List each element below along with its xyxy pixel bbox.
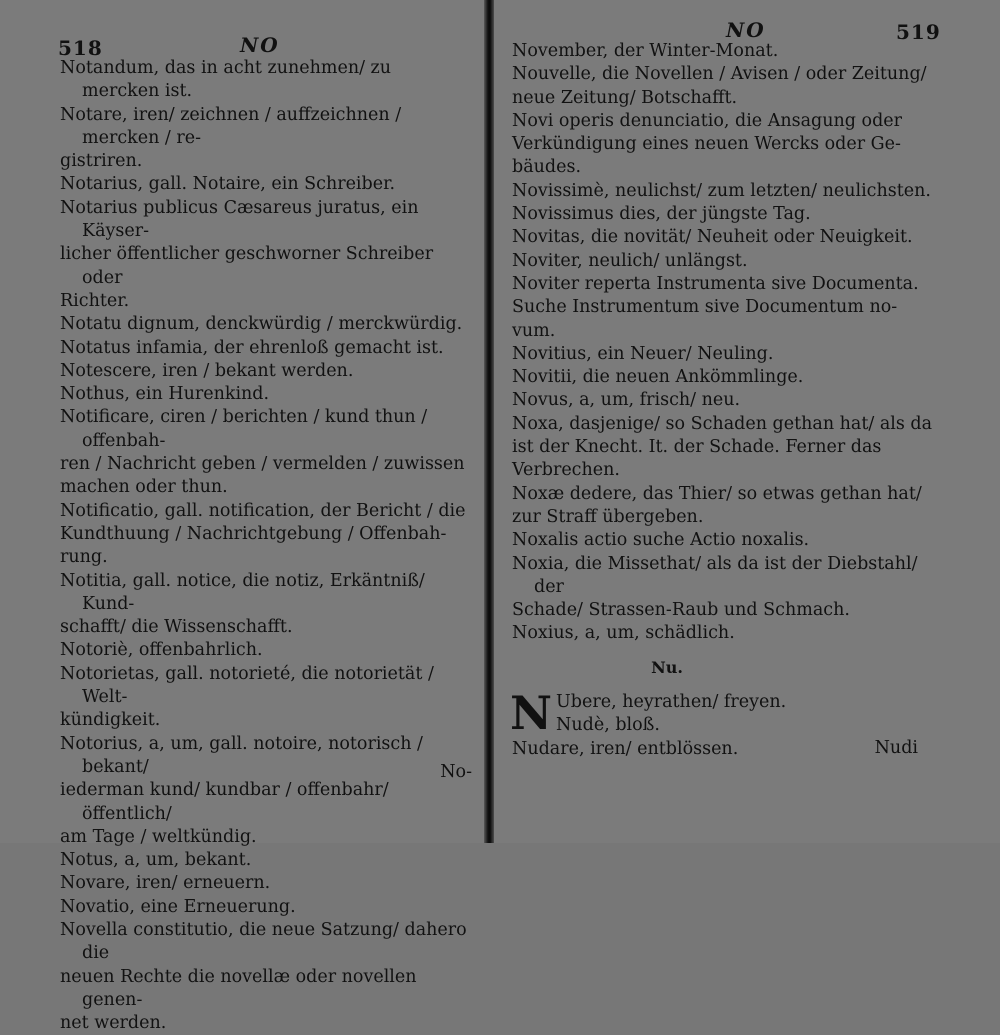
entry-line: Notificare, ciren / berichten / kund thun / offenbah-	[60, 407, 428, 451]
entry-line: Suche Instrumentum sive Documentum no-	[512, 297, 898, 318]
dictionary-entry	[60, 57, 472, 104]
entry-line: iederman kund/ kundbar / offenbahr/ öffentlich/	[60, 780, 389, 824]
entry-line: vum.	[512, 320, 556, 341]
book-gutter	[484, 0, 494, 843]
entry-line: Verbrechen.	[512, 460, 620, 481]
catchword-left: No-	[440, 762, 472, 782]
entry-line: Notandum, das in acht zunehmen/ zu mercken ist.	[60, 58, 392, 102]
entry-line: Notus, a, um, bekant.	[60, 850, 252, 871]
page-number-left: 518	[58, 36, 103, 60]
entry-line: kündigkeit.	[60, 710, 161, 731]
entry-line: Nothus, ein Hurenkind.	[60, 384, 270, 405]
entry-line: November, der Winter-Monat.	[512, 41, 779, 61]
entry-line: Kundthuung / Nachrichtgebung / Offenbah-	[60, 523, 447, 544]
dictionary-entry	[60, 500, 472, 570]
dictionary-entry	[512, 203, 942, 226]
right-page	[494, 0, 1000, 843]
left-page	[0, 0, 484, 1034]
dictionary-entry	[512, 622, 942, 645]
entry-line: Novatio, eine Erneuerung.	[60, 896, 296, 917]
entry-line: Notorietas, gall. notorieté, die notorietät / Welt-	[60, 663, 434, 708]
dictionary-entry	[60, 383, 472, 406]
entry-line: Notarius publicus Cæsareus juratus, ein Käyser-	[60, 197, 419, 242]
dictionary-entry	[60, 173, 472, 196]
section-heading-nu: Nu.	[651, 657, 683, 677]
page-number-right: 519	[896, 20, 941, 44]
entry-line: ist der Knecht. It. der Schade. Ferner das	[512, 437, 882, 458]
dictionary-entry	[60, 104, 472, 174]
entry-line: Novitas, die novität/ Neuheit oder Neuigkeit.	[512, 227, 913, 248]
entry-line: Noviter reperta Instrumenta sive Documenta.	[512, 273, 919, 294]
dictionary-entry	[512, 691, 942, 714]
dictionary-entry	[60, 872, 472, 895]
dictionary-entry	[60, 849, 472, 872]
running-head-right: NO	[726, 18, 766, 42]
entry-line: am Tage / weltkündig.	[60, 826, 257, 847]
dictionary-entry	[512, 180, 942, 203]
entry-line: net werden.	[60, 1013, 167, 1034]
dictionary-entry	[512, 413, 942, 483]
dictionary-entry	[512, 529, 942, 552]
entry-line: Noxa, dasjenige/ so Schaden gethan hat/ als da	[512, 413, 933, 434]
entry-line: gistriren.	[60, 151, 143, 172]
entry-line: Nudè, bloß.	[556, 715, 660, 736]
dictionary-entry	[512, 40, 942, 63]
dictionary-entry	[512, 226, 942, 249]
entry-line: rung.	[60, 547, 108, 568]
entry-line: Novitius, ein Neuer/ Neuling.	[512, 343, 774, 364]
drop-cap: N	[510, 686, 553, 741]
dictionary-entry	[60, 406, 472, 499]
dictionary-entry	[512, 366, 942, 389]
entry-line: schafft/ die Wissenschafft.	[60, 617, 293, 638]
entry-line: Notescere, iren / bekant werden.	[60, 360, 354, 381]
dictionary-entry	[60, 360, 472, 383]
dictionary-entry	[60, 639, 472, 662]
entry-line: licher öffentlicher geschworner Schreiber oder	[60, 244, 434, 288]
entry-line: Notoriè, offenbahrlich.	[60, 640, 263, 661]
dictionary-entry	[512, 63, 942, 110]
entry-line: Noxalis actio suche Actio noxalis.	[512, 530, 810, 551]
entry-line: Novitii, die neuen Ankömmlinge.	[512, 367, 804, 388]
entry-line: Schade/ Strassen-Raub und Schmach.	[512, 600, 850, 621]
entry-line: Notorius, a, um, gall. notoire, notorisch / bekant/	[60, 733, 423, 777]
entry-line: Noxius, a, um, schädlich.	[512, 623, 735, 644]
entry-line: Notarius, gall. Notaire, ein Schreiber.	[60, 174, 396, 195]
dictionary-entry	[512, 273, 942, 343]
entry-line: machen oder thun.	[60, 477, 228, 498]
entry-line: Verkündigung eines neuen Wercks oder Ge-	[512, 134, 901, 155]
dictionary-entry	[512, 110, 942, 180]
dictionary-entry	[60, 733, 472, 849]
entry-line: Notitia, gall. notice, die notiz, Erkäntniß/ Kund-	[60, 570, 425, 614]
dictionary-entry	[60, 313, 472, 336]
entry-line: Notatu dignum, denckwürdig / merckwürdig.	[60, 314, 463, 335]
dictionary-entry	[60, 570, 472, 640]
entry-line: Noviter, neulich/ unlängst.	[512, 250, 748, 271]
entry-line: zur Straff übergeben.	[512, 506, 704, 527]
catchword-right: Nudi	[874, 738, 918, 758]
entry-line: Novella constitutio, die neue Satzung/ dahero die	[60, 919, 467, 964]
dictionary-entry	[60, 663, 472, 733]
dictionary-entry	[60, 197, 472, 313]
dictionary-entry	[60, 919, 472, 1035]
entry-line: ren / Nachricht geben / vermelden / zuwissen	[60, 454, 465, 475]
entry-line: Novare, iren/ erneuern.	[60, 873, 271, 894]
dictionary-entry	[512, 714, 942, 737]
entry-line: Notatus infamia, der ehrenloß gemacht ist.	[60, 337, 444, 358]
entry-line: Richter.	[60, 290, 130, 311]
dictionary-entry	[512, 389, 942, 412]
entry-line: Nudare, iren/ entblössen.	[512, 738, 739, 759]
entry-line: Novi operis denunciatio, die Ansagung oder	[512, 110, 902, 131]
right-main-entries	[512, 40, 942, 646]
entry-line: Novissimè, neulichst/ zum letzten/ neulichsten.	[512, 180, 931, 201]
right-entries	[512, 40, 942, 761]
dictionary-entry	[512, 250, 942, 273]
dictionary-entry	[512, 553, 942, 623]
entry-line: Notificatio, gall. notification, der Bericht / die	[60, 500, 466, 521]
entry-line: Ubere, heyrathen/ freyen.	[556, 692, 787, 713]
left-entries	[60, 57, 472, 1035]
entry-line: Notare, iren/ zeichnen / auffzeichnen / mercken / re-	[60, 104, 402, 148]
running-head-left: NO	[240, 33, 280, 57]
entry-line: bäudes.	[512, 157, 582, 178]
dictionary-entry	[512, 483, 942, 530]
entry-line: neue Zeitung/ Botschafft.	[512, 87, 738, 108]
dictionary-entry	[512, 343, 942, 366]
dictionary-entry	[60, 337, 472, 360]
entry-line: neuen Rechte die novellæ oder novellen genen-	[60, 966, 417, 1010]
entry-line: Noxia, die Missethat/ als da ist der Diebstahl/ der	[512, 553, 918, 597]
entry-line: Novissimus dies, der jüngste Tag.	[512, 204, 811, 225]
dictionary-entry	[60, 896, 472, 919]
entry-line: Nouvelle, die Novellen / Avisen / oder Zeitung/	[512, 64, 927, 85]
entry-line: Novus, a, um, frisch/ neu.	[512, 390, 741, 411]
entry-line: Noxæ dedere, das Thier/ so etwas gethan hat/	[512, 483, 922, 504]
